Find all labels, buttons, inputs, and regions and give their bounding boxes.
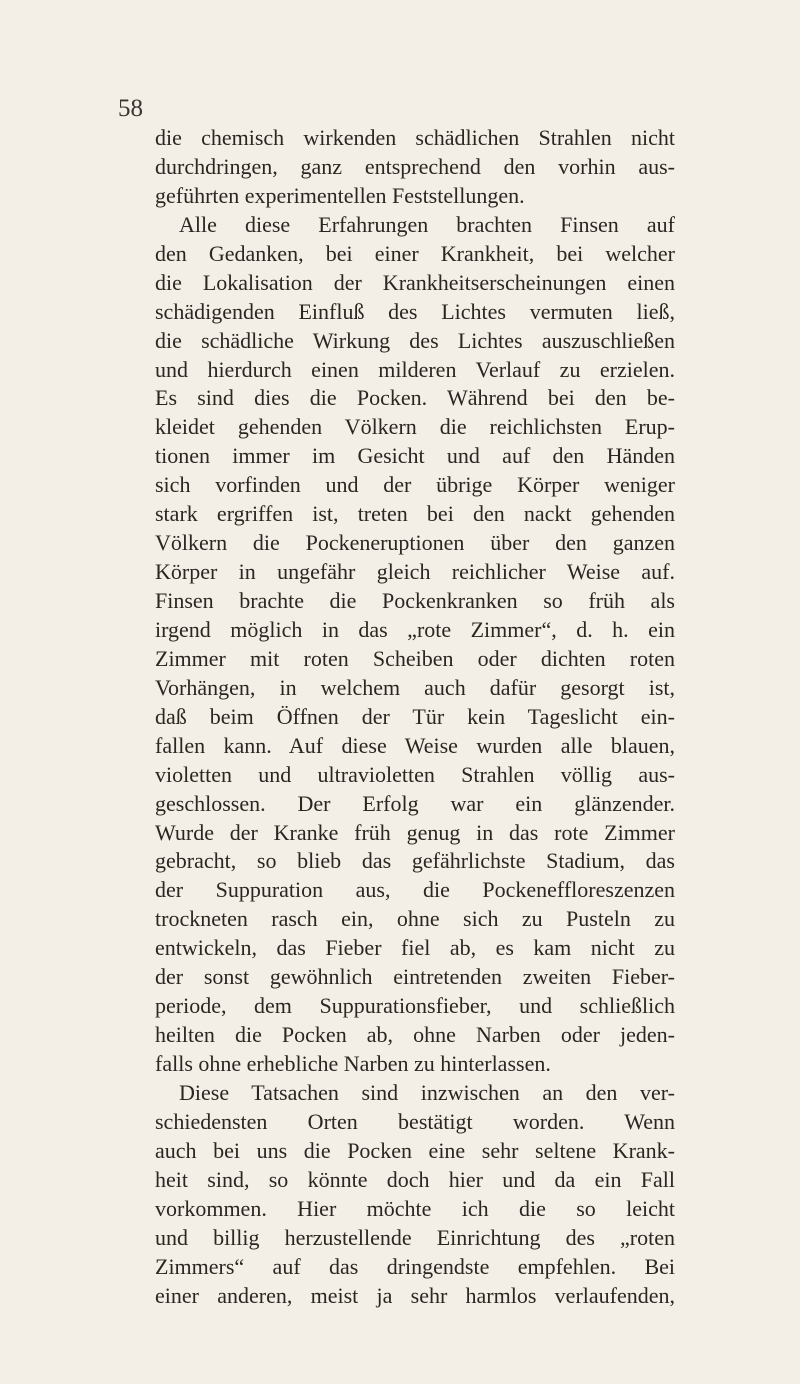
body-text [155,124,675,1310]
text-line: die Lokalisation der Krankheitserscheinungen einen [155,269,675,295]
text-line: tionen immer im Gesicht und auf den Händen [155,443,675,469]
text-line: Alle diese Erfahrungen brachten Finsen auf [179,211,675,237]
text-line: stark ergriffen ist, treten bei den nackt gehenden [155,501,675,527]
text-line: der Suppuration aus, die Pockeneffloreszenzen [155,877,675,903]
text-line: entwickeln, das Fieber fiel ab, es kam nicht zu [155,935,675,961]
text-line: einer anderen, meist ja sehr harmlos verlaufenden, [155,1282,675,1308]
text-line: heilten die Pocken ab, ohne Narben oder jeden- [155,1022,675,1048]
text-line: heit sind, so könnte doch hier und da ein Fall [155,1166,675,1192]
text-line: sich vorfinden und der übrige Körper weniger [155,472,675,498]
text-line: Völkern die Pockeneruptionen über den ganzen [155,530,675,556]
text-line: den Gedanken, bei einer Krankheit, bei welcher [155,240,675,266]
text-line: der sonst gewöhnlich eintretenden zweiten Fieber- [155,964,675,990]
text-line: durchdringen, ganz entsprechend den vorhin aus- [155,153,675,179]
text-line: schiedensten Orten bestätigt worden. Wenn [155,1108,675,1134]
text-line: periode, dem Suppurationsfieber, und schließlich [155,993,675,1019]
text-line: geführten experimentellen Feststellungen. [155,182,525,208]
text-line: vorkommen. Hier möchte ich die so leicht [155,1195,675,1221]
text-line: irgend möglich in das „rote Zimmer“, d. h. ein [155,616,675,642]
text-line: fallen kann. Auf diese Weise wurden alle blauen, [155,732,675,758]
text-line: gebracht, so blieb das gefährlichste Stadium, das [155,848,675,874]
text-line: Zimmers“ auf das dringendste empfehlen. Bei [155,1253,675,1279]
text-line: Wurde der Kranke früh genug in das rote Zimmer [155,819,675,845]
text-line: Es sind dies die Pocken. Während bei den be- [155,385,675,411]
text-line: schädigenden Einfluß des Lichtes vermuten ließ, [155,298,675,324]
text-line: violetten und ultravioletten Strahlen völlig aus- [155,761,675,787]
text-line: die chemisch wirkenden schädlichen Strahlen nicht [155,125,675,150]
text-line: Finsen brachte die Pockenkranken so früh als [155,588,675,613]
text-line: Diese Tatsachen sind inzwischen an den ver- [179,1079,675,1105]
text-line: trockneten rasch ein, ohne sich zu Pusteln zu [155,906,675,932]
text-line: falls ohne erhebliche Narben zu hinterlassen. [155,1051,551,1076]
page-number: 58 [118,95,143,122]
text-line: Vorhängen, in welchem auch dafür gesorgt ist, [155,674,675,700]
text-line: auch bei uns die Pocken eine sehr seltene Krank- [155,1137,675,1163]
text-line: Zimmer mit roten Scheiben oder dichten roten [155,645,675,671]
text-line: die schädliche Wirkung des Lichtes auszuschließen [155,327,675,353]
text-line: und hierdurch einen milderen Verlauf zu erzielen. [155,356,675,382]
text-line: geschlossen. Der Erfolg war ein glänzender. [155,790,675,816]
text-line: und billig herzustellende Einrichtung des „roten [155,1224,675,1250]
text-line: daß beim Öffnen der Tür kein Tageslicht ein- [155,703,675,729]
text-line: kleidet gehenden Völkern die reichlichsten Erup- [155,414,675,440]
text-line: Körper in ungefähr gleich reichlicher Weise auf. [155,559,675,585]
